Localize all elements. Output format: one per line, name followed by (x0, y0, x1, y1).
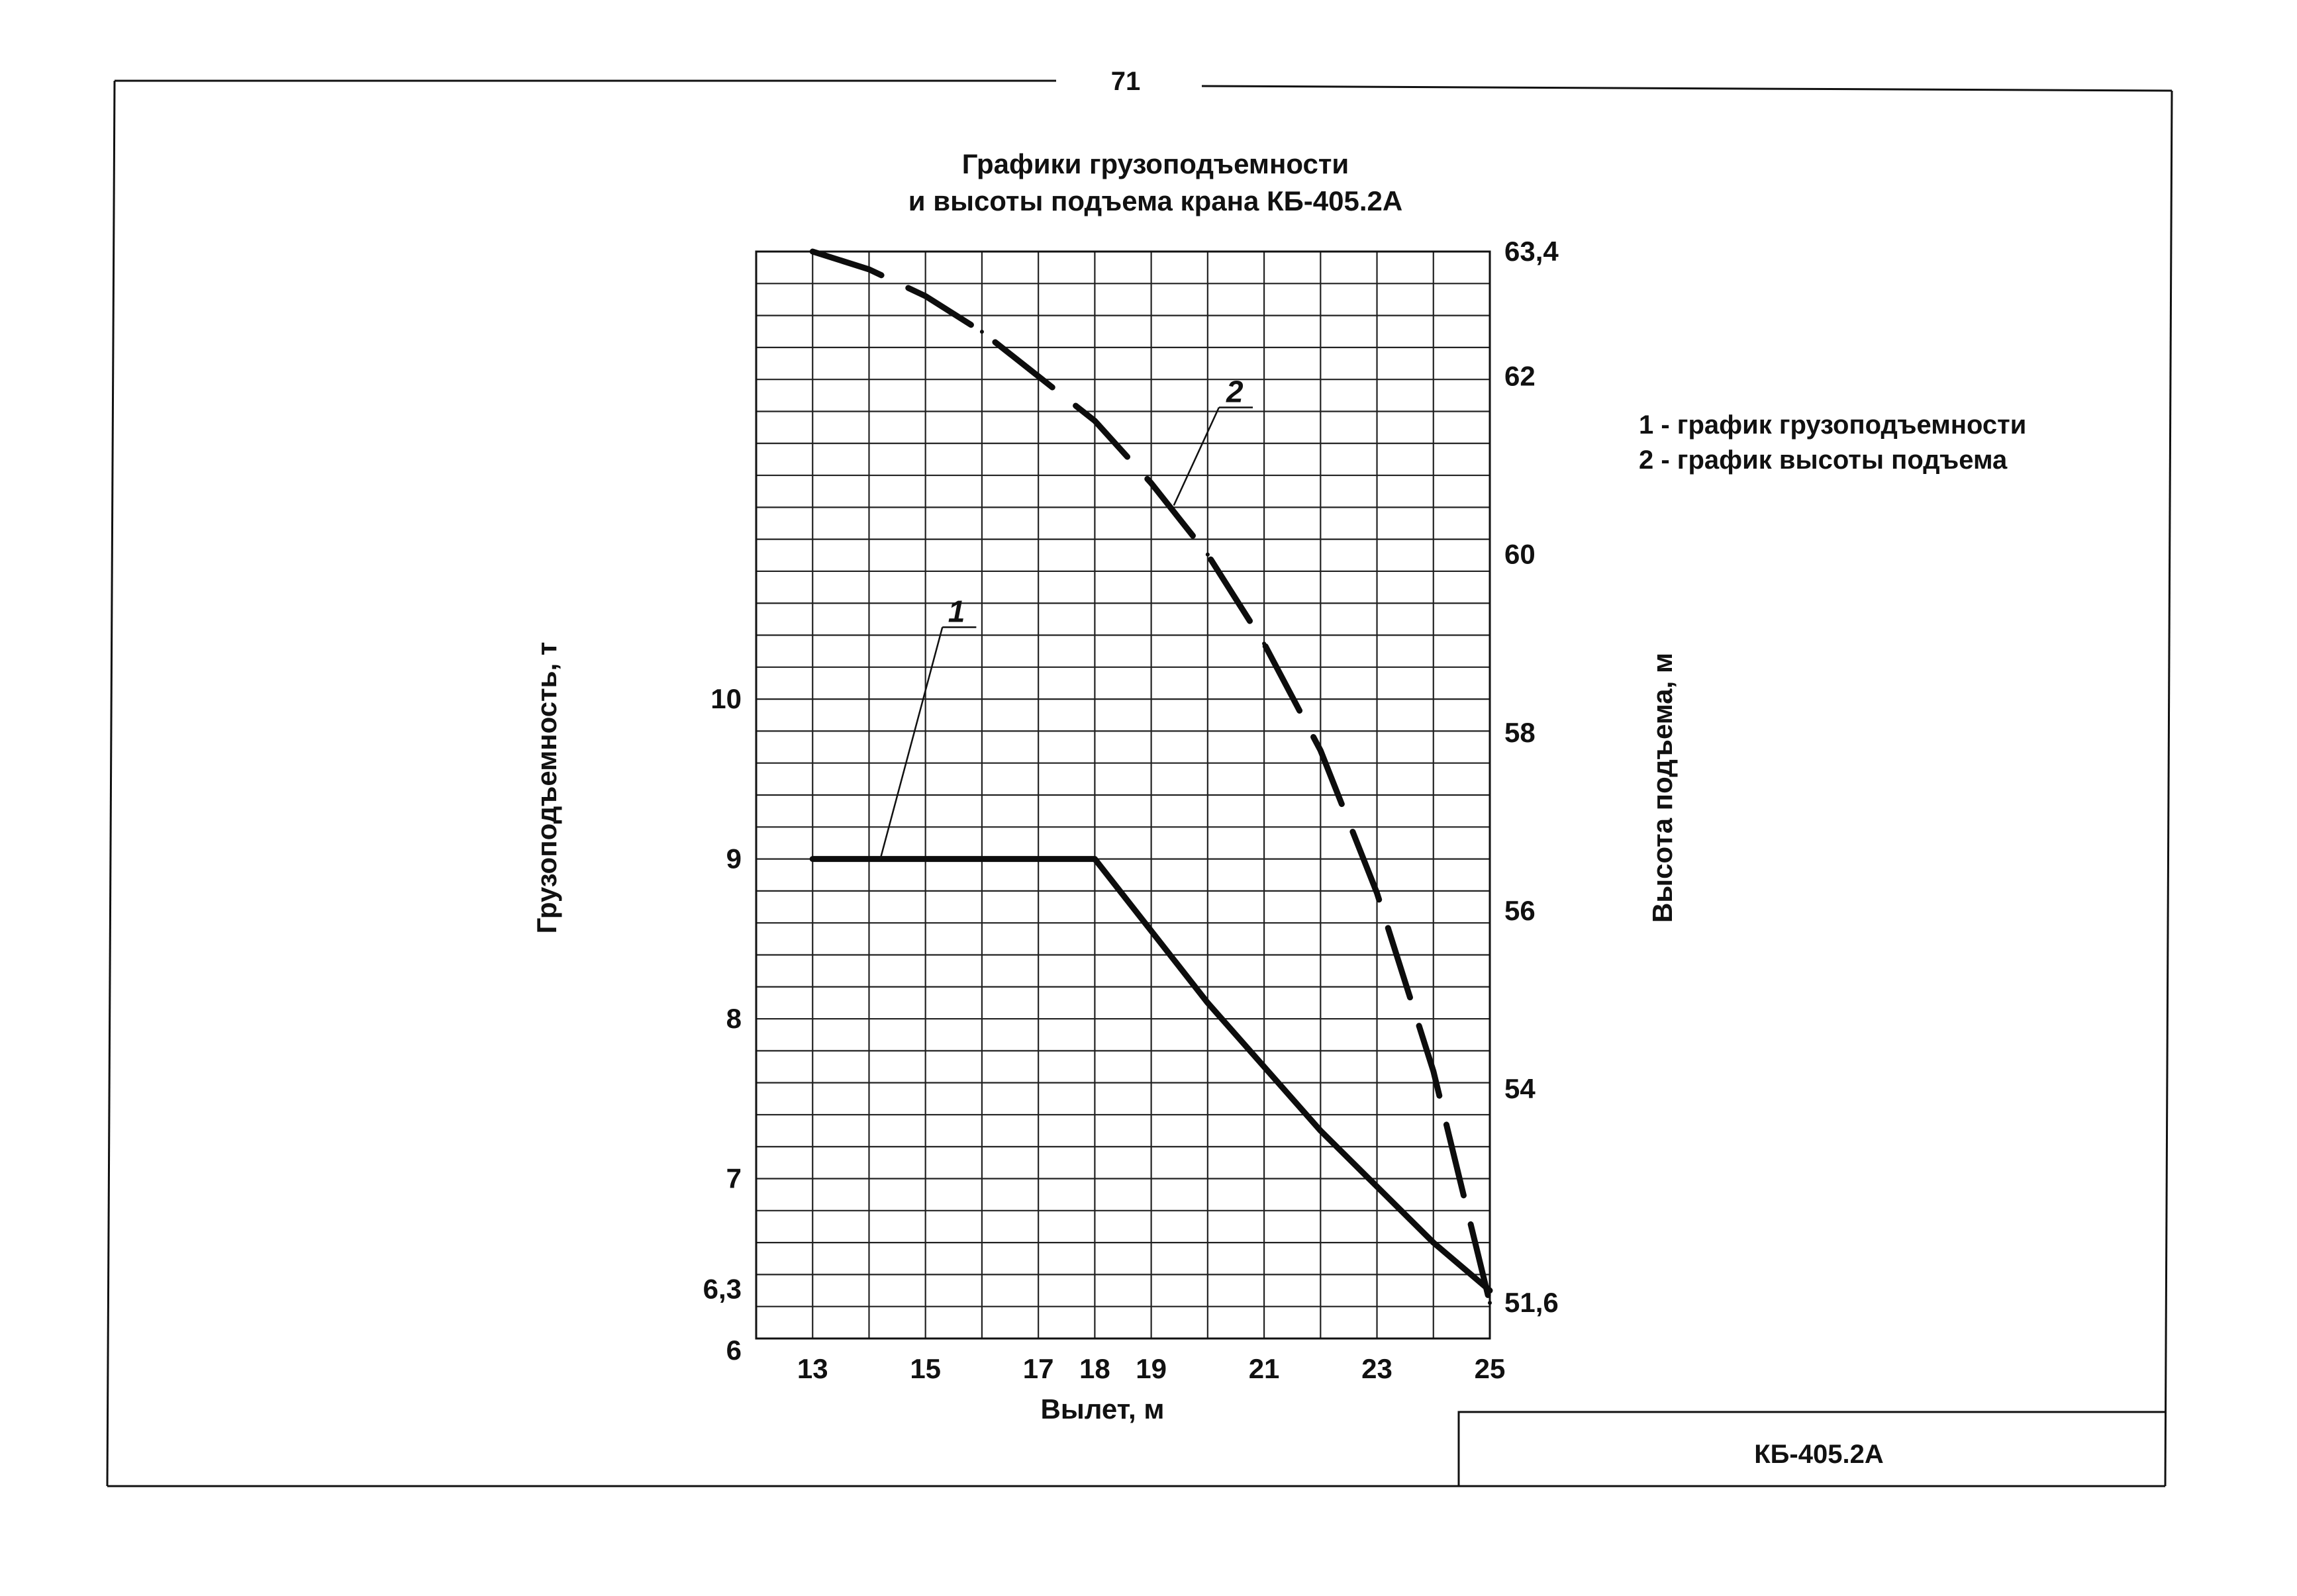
x-tick-label: 18 (1079, 1353, 1110, 1384)
series-2-point (1149, 481, 1153, 485)
y-right-tick-label: 56 (1504, 894, 1536, 926)
page-frame (107, 81, 2172, 1486)
series-2-point (980, 330, 984, 334)
series-1-point (1149, 929, 1153, 933)
callout-2-leader (1174, 408, 1219, 506)
series-2-point (1036, 374, 1040, 378)
frame-left (107, 81, 115, 1486)
series-1-point (1432, 1241, 1436, 1244)
series-2-point (1206, 553, 1210, 557)
y-right-tick-label: 51,6 (1504, 1287, 1559, 1319)
x-axis-label: Вылет, м (1040, 1393, 1165, 1425)
callout-layer (881, 375, 1253, 859)
series-2-point (1262, 641, 1266, 645)
series-1-point (1093, 857, 1097, 861)
y-left-tick-label: 7 (726, 1162, 742, 1194)
series-2-point (1318, 749, 1322, 753)
page-number: 71 (1110, 67, 1141, 96)
legend (1639, 410, 2026, 475)
y-left-tick-label: 10 (710, 683, 742, 715)
title-block-label: КБ-405.2А (1754, 1440, 1884, 1469)
series-1-point (1036, 857, 1040, 861)
x-tick-label: 25 (1474, 1353, 1506, 1384)
frame-right (2165, 91, 2172, 1486)
series-2-point (924, 294, 928, 298)
plot-area (756, 250, 1492, 1338)
y-right-tick-labels (1504, 236, 1559, 1318)
x-tick-labels (797, 1353, 1505, 1384)
y-left-tick-labels (703, 683, 742, 1366)
series-1-point (1375, 1185, 1379, 1189)
series-1-point (924, 857, 928, 861)
x-tick-label: 17 (1022, 1353, 1054, 1384)
series-1-point (867, 857, 871, 861)
callout-1-label: 1 (948, 594, 965, 629)
y-right-tick-label: 54 (1504, 1073, 1536, 1105)
chart-subtitle: и высоты подъема крана КБ-405.2А (908, 185, 1403, 216)
grid-horizontal-lines (756, 283, 1490, 1306)
y-left-tick-label: 9 (726, 843, 742, 874)
x-tick-label: 19 (1136, 1353, 1167, 1384)
chart-title: Графики грузоподъемности (961, 148, 1349, 179)
y-left-tick-label: 8 (726, 1003, 742, 1035)
series-2-point (1375, 891, 1379, 895)
series-2-point (1093, 419, 1097, 423)
title-block (1459, 1412, 2165, 1486)
x-tick-label: 21 (1248, 1353, 1280, 1384)
series-2-point (867, 267, 871, 271)
x-tick-label: 23 (1361, 1353, 1393, 1384)
y-left-tick-label: 6 (726, 1335, 742, 1366)
series-2-point (1488, 1301, 1492, 1305)
y-right-tick-label: 60 (1504, 538, 1536, 570)
legend-item-2: 2 - график высоты подъема (1639, 446, 2008, 475)
series-1-point (980, 857, 984, 861)
x-tick-label: 13 (797, 1353, 828, 1384)
y-right-tick-label: 62 (1504, 360, 1536, 392)
y-left-axis-label: Грузоподъемность, т (531, 641, 562, 934)
frame-top-right (1202, 86, 2172, 91)
series-1-point (1318, 1129, 1322, 1133)
callout-1-leader (881, 627, 943, 859)
y-right-tick-label: 63,4 (1504, 236, 1559, 267)
series-2-point (1432, 1069, 1436, 1073)
x-tick-label: 15 (910, 1353, 942, 1384)
y-left-tick-label: 6,3 (703, 1273, 742, 1305)
series-1-point (1206, 1001, 1210, 1005)
series-1-point (810, 857, 814, 861)
callout-2-label: 2 (1226, 374, 1244, 409)
series-1-point (1262, 1065, 1266, 1069)
legend-item-1: 1 - график грузоподъемности (1639, 410, 2027, 440)
series-2-point (810, 250, 814, 254)
y-right-tick-label: 58 (1504, 716, 1536, 748)
y-right-axis-label: Высота подъема, м (1647, 652, 1678, 923)
